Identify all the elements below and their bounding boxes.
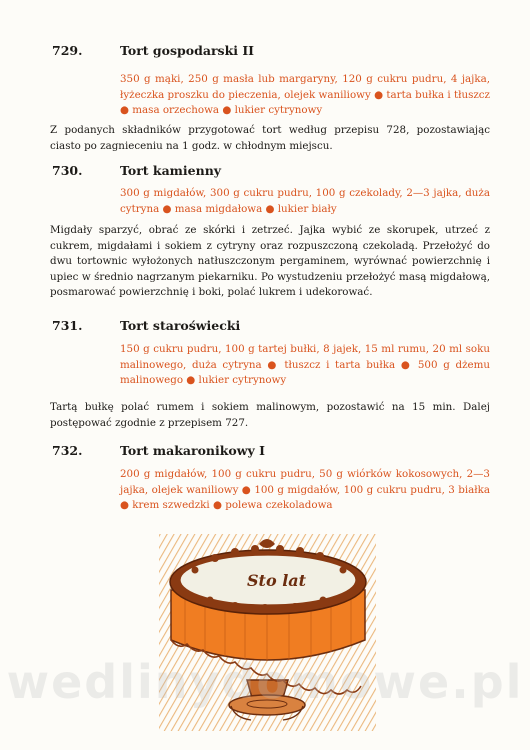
- recipe-number: 730.: [52, 163, 83, 178]
- recipe-number: 729.: [52, 43, 83, 58]
- recipe-number: 731.: [52, 318, 83, 333]
- recipe-instructions-729: Z podanych składników przygotować tort według przepisu 728, pozostawiając ciasto po zagnieceniu na 1 godz. w chłodnym miejscu.: [50, 124, 490, 152]
- cake-inscription: Sto lat: [247, 571, 307, 590]
- recipe-title: Tort gospodarski II: [120, 43, 255, 58]
- recipe-number: 732.: [52, 443, 83, 458]
- recipe-instructions-731: Tartą bułkę polać rumem i sokiem malinowym, pozostawić na 15 min. Dalej postępować zgodnie z przepisem 727.: [50, 401, 490, 429]
- recipe-title: Tort staroświecki: [120, 318, 241, 333]
- watermark: wedlinydomowe.pl: [6, 655, 524, 709]
- recipe-ingredients-731: 150 g cukru pudru, 100 g tartej bułki, 8 jajek, 15 ml rumu, 20 ml soku malinowego, duża cytryna ● tłuszcz i tarta bułka ● 500 g dżemu malinowego ● lukier cytrynowy: [120, 343, 490, 387]
- recipe-title: Tort kamienny: [120, 163, 222, 178]
- recipe-ingredients-732: 200 g migdałów, 100 g cukru pudru, 50 g wiórków kokosowych, 2—3 jajka, olejek waniliowy ● 100 g migdałów, 100 g cukru pudru, 3 białka ● krem szwedzki ● polewa czekoladowa: [120, 468, 490, 512]
- recipe-ingredients-729: 350 g mąki, 250 g masła lub margaryny, 120 g cukru pudru, 4 jajka, łyżeczka proszku do pieczenia, olejek waniliowy ● tarta bułka i tłuszcz ● masa orzechowa ● lukier cytrynowy: [120, 73, 490, 117]
- recipe-ingredients-730: 300 g migdałów, 300 g cukru pudru, 100 g czekolady, 2—3 jajka, duża cytryna ● masa migdałowa ● lukier biały: [120, 187, 490, 215]
- recipe-title: Tort makaronikowy I: [120, 443, 265, 458]
- recipe-instructions-730: Migdały sparzyć, obrać ze skórki i zetrzeć. Jajka wybić ze skorupek, utrzeć z cukrem, migdałami i sokiem z cytryny oraz rozpuszczoną czekoladą. Przełożyć do dwu tortownic wyłożonych natłuszczonym pergaminem, wyrównać powierzchnię i upiec w średnio nagrzanym piekarniku. Po wystudzeniu przełożyć masą migdałową, posmarować powierzchnię i boki, polać lukrem i udekorować.: [50, 224, 490, 298]
